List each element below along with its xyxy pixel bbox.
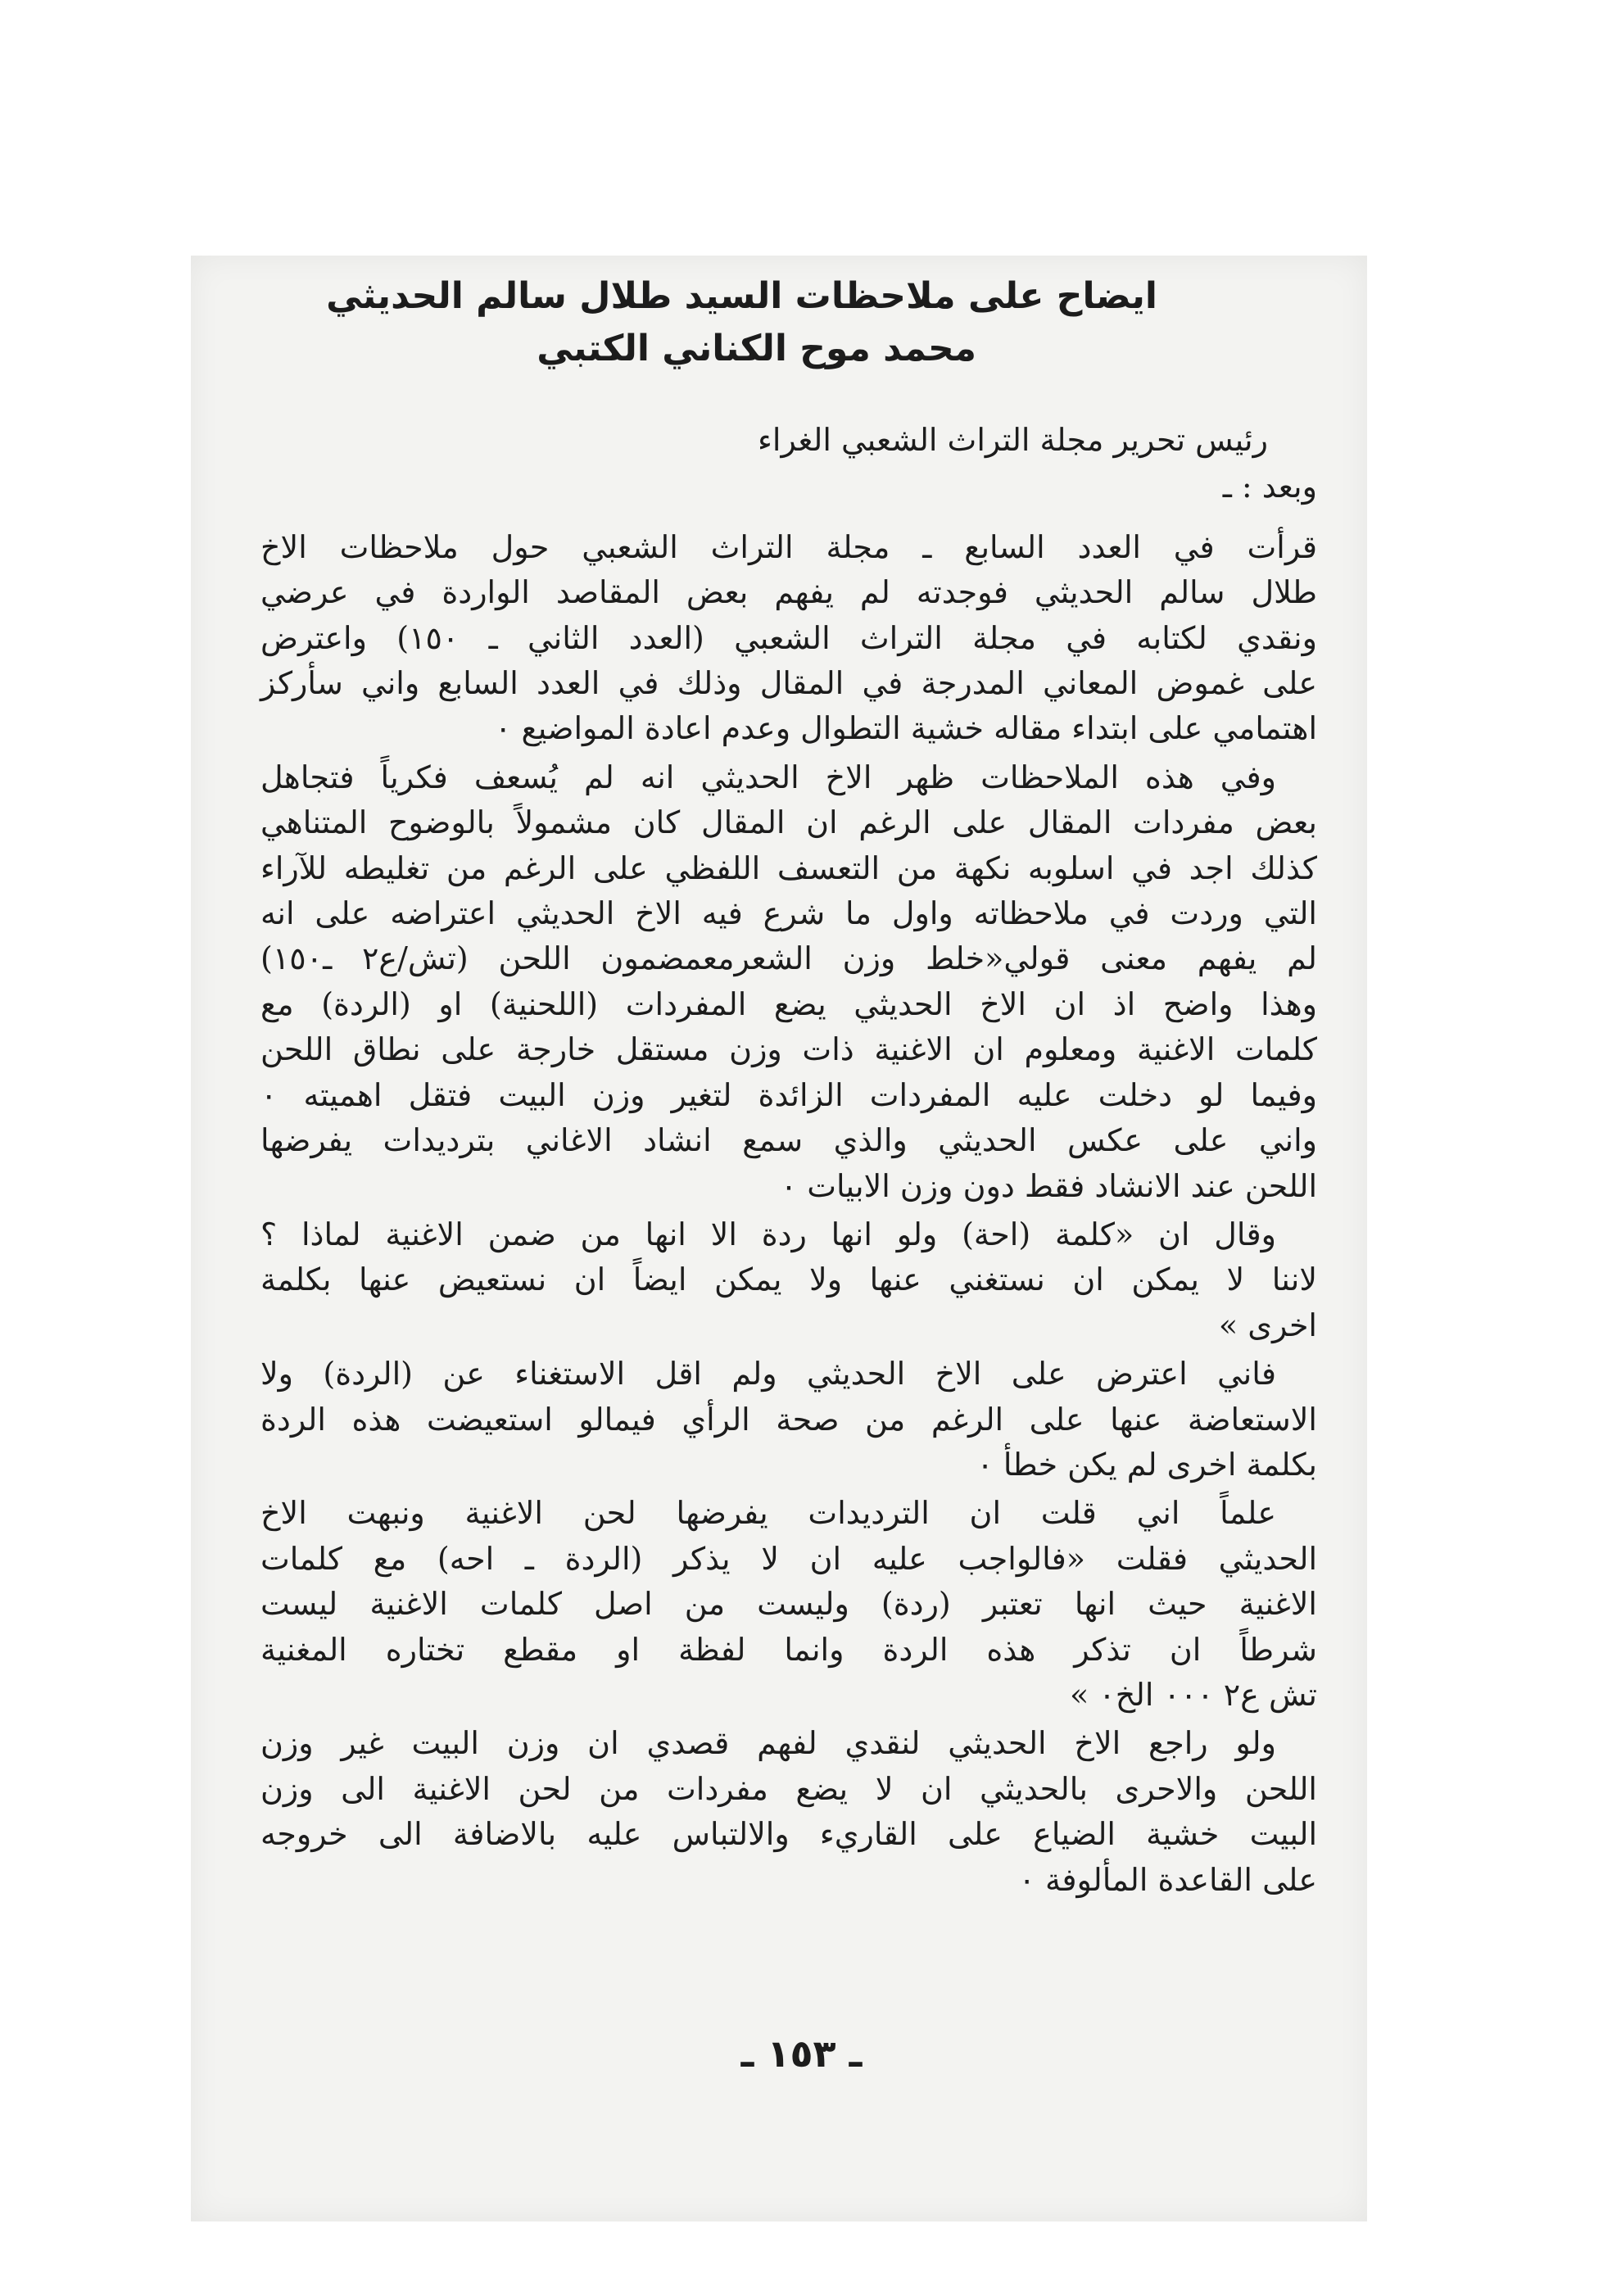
salutation-line: وبعد : ـ <box>1222 469 1317 505</box>
text-line: علماً اني قلت ان الترديدات يفرضها لحن الاغنية ونبهت الاخ <box>260 1495 1276 1532</box>
text-line: وفيما لو دخلت عليه المفردات الزائدة لتغير وزن البيت فتقل اهميته ٠ <box>260 1076 1317 1113</box>
text-line: التي وردت في ملاحظاته واول ما شرع فيه الاخ الحديثي اعتراضه على انه <box>260 895 1317 932</box>
text-line: وهذا واضح اذ ان الاخ الحديثي يضع المفردات (اللحنية) او (الردة) مع <box>260 985 1317 1022</box>
text-line: بكلمة اخرى لم يكن خطأ ٠ <box>976 1446 1317 1483</box>
text-line: اخرى » <box>1218 1307 1317 1343</box>
text-line: شرطاً ان تذكر هذه الردة وانما لفظة او مقطع تختاره المغنية <box>260 1631 1317 1668</box>
text-line: طلال سالم الحديثي فوجدته لم يفهم بعض المقاصد الواردة في عرضي <box>260 574 1317 611</box>
text-line: فاني اعترض على الاخ الحديثي ولم اقل الاستغناء عن (الردة) ولا <box>260 1356 1276 1393</box>
text-line: اللحن والاحرى بالحديثي ان لا يضع مفردات من لحن الاغنية الى وزن <box>260 1770 1317 1807</box>
text-line: الاستعاضة عنها على الرغم من صحة الرأي فيمالو استعيضت هذه الردة <box>260 1401 1317 1438</box>
article-title: ايضاح على ملاحظات السيد طلال سالم الحديثي <box>326 275 1157 317</box>
text-line: كذلك اجد في اسلوبه نكهة من التعسف اللفظي على الرغم من تغليطه للآراء <box>260 849 1317 886</box>
page-number: ـ ١٥٣ ـ <box>740 2031 863 2076</box>
article-author: محمد موح الكناني الكتبي <box>537 328 976 369</box>
text-line: على غموض المعاني المدرجة في المقال وذلك في العدد السابع واني سأركز <box>260 665 1317 702</box>
text-line: اهتمامي على ابتداء مقاله خشية التطوال وعدم اعادة المواضيع ٠ <box>495 710 1317 747</box>
text-line: الاغنية حيث انها تعتبر (ردة) وليست من اصل كلمات الاغنية ليست <box>260 1586 1317 1623</box>
text-line: قرأت في العدد السابع ـ مجلة التراث الشعبي حول ملاحظات الاخ <box>260 528 1318 565</box>
greeting-line: رئيس تحرير مجلة التراث الشعبي الغراء <box>758 422 1268 458</box>
text-line: وقال ان «كلمة (احة) ولو انها ردة الا انها من ضمن الاغنية لماذا ؟ <box>260 1216 1276 1252</box>
text-line: ولو راجع الاخ الحديثي لنقدي لفهم قصدي ان وزن البيت غير وزن <box>260 1725 1276 1762</box>
text-line: لاننا لا يمكن ان نستغني عنها ولا يمكن ايضاً ان نستعيض عنها بكلمة <box>260 1261 1317 1298</box>
text-line: على القاعدة المألوفة ٠ <box>1018 1861 1317 1898</box>
text-line: الحديثي فقلت «فالواجب عليه ان لا يذكر (الردة ـ احه) مع كلمات <box>260 1540 1317 1577</box>
article <box>260 270 1317 1903</box>
text-line: لم يفهم معنى قولي«خلط وزن الشعرمعمضمون اللحن (تش/ع٢ ـ١٥٠) <box>260 940 1318 977</box>
text-line: كلمات الاغنية ومعلوم ان الاغنية ذات وزن مستقل خارجة على نطاق اللحن <box>260 1031 1317 1068</box>
text-line: ونقدي لكتابه في مجلة التراث الشعبي (العدد الثاني ـ ١٥٠) واعترض <box>260 619 1317 656</box>
text-line: وفي هذه الملاحظات ظهر الاخ الحديثي انه لم يُسعف فكرياً فتجاهل <box>260 759 1276 795</box>
text-line: البيت خشية الضياع على القاريء والالتباس عليه بالاضافة الى خروجه <box>260 1816 1317 1853</box>
text-line: بعض مفردات المقال على الرغم ان المقال كان مشمولاً بالوضوح المتناهي <box>260 804 1317 841</box>
text-line: واني على عكس الحديثي والذي سمع انشاد الاغاني بترديدات يفرضها <box>260 1122 1317 1159</box>
text-line: تش ع٢ ٠٠٠ الخ٠ » <box>1069 1676 1317 1713</box>
text-line: اللحن عند الانشاد فقط دون وزن الابيات ٠ <box>780 1167 1317 1204</box>
